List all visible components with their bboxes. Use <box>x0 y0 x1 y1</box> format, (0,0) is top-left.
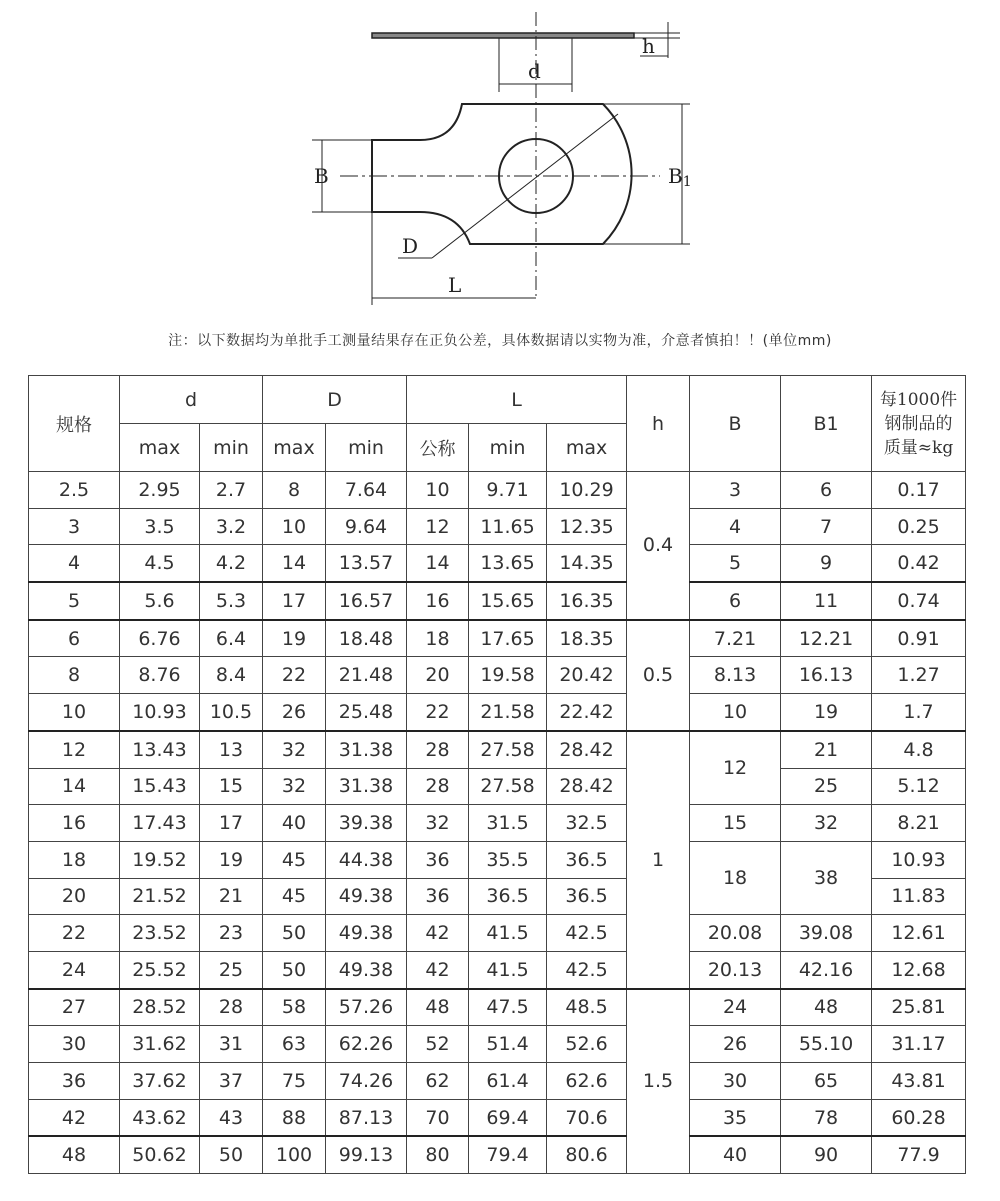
cell-D-min: 16.57 <box>326 582 407 620</box>
cell-mass: 60.28 <box>872 1099 966 1136</box>
cell-spec: 22 <box>29 915 120 952</box>
cell-L-max: 42.5 <box>547 915 627 952</box>
cell-d-min: 10.5 <box>200 694 263 731</box>
cell-B: 20.13 <box>690 951 781 988</box>
cell-B1: 90 <box>781 1136 872 1173</box>
cell-L-min: 36.5 <box>469 878 547 915</box>
cell-L-nom: 28 <box>407 731 469 768</box>
cell-B: 15 <box>690 805 781 842</box>
cell-L-min: 21.58 <box>469 694 547 731</box>
cell-L-max: 14.35 <box>547 545 627 582</box>
cell-D-min: 57.26 <box>326 989 407 1026</box>
cell-L-max: 16.35 <box>547 582 627 620</box>
cell-d-min: 23 <box>200 915 263 952</box>
cell-L-nom: 20 <box>407 657 469 694</box>
cell-L-min: 41.5 <box>469 951 547 988</box>
d-diameter-line <box>432 114 618 258</box>
cell-h: 1.5 <box>627 989 690 1174</box>
cell-d-max: 10.93 <box>120 694 200 731</box>
cell-D-min: 25.48 <box>326 694 407 731</box>
cell-D-max: 8 <box>263 472 326 509</box>
table-row <box>29 657 966 694</box>
header-h: h <box>627 376 690 472</box>
cell-spec: 14 <box>29 768 120 805</box>
cell-D-max: 45 <box>263 878 326 915</box>
B1-dim-label: B1 <box>668 164 692 190</box>
cell-d-min: 6.4 <box>200 620 263 657</box>
cell-L-nom: 32 <box>407 805 469 842</box>
table-row <box>29 1099 966 1136</box>
header-L-max: max <box>547 424 627 472</box>
cell-D-min: 87.13 <box>326 1099 407 1136</box>
table-row <box>29 694 966 731</box>
L-dim-label: L <box>448 273 462 297</box>
cell-B1: 78 <box>781 1099 872 1136</box>
cell-mass: 5.12 <box>872 768 966 805</box>
cell-d-max: 15.43 <box>120 768 200 805</box>
cell-D-max: 45 <box>263 841 326 878</box>
cell-D-min: 18.48 <box>326 620 407 657</box>
cell-L-max: 36.5 <box>547 841 627 878</box>
header-L-nominal: 公称 <box>407 424 469 472</box>
cell-spec: 5 <box>29 582 120 620</box>
cell-mass: 0.74 <box>872 582 966 620</box>
cell-B: 3 <box>690 472 781 509</box>
cell-spec: 10 <box>29 694 120 731</box>
cell-L-min: 15.65 <box>469 582 547 620</box>
cell-B: 35 <box>690 1099 781 1136</box>
cell-h: 0.5 <box>627 620 690 731</box>
header-B1: B1 <box>781 376 872 472</box>
cell-mass: 0.17 <box>872 472 966 509</box>
cell-D-max: 17 <box>263 582 326 620</box>
cell-L-nom: 22 <box>407 694 469 731</box>
table-row <box>29 989 966 1026</box>
cell-L-nom: 28 <box>407 768 469 805</box>
cell-D-min: 49.38 <box>326 878 407 915</box>
cell-B: 30 <box>690 1063 781 1100</box>
cell-L-max: 42.5 <box>547 951 627 988</box>
cell-spec: 2.5 <box>29 472 120 509</box>
cell-spec: 24 <box>29 951 120 988</box>
table-row <box>29 1026 966 1063</box>
cell-L-max: 12.35 <box>547 508 627 545</box>
cell-B1: 19 <box>781 694 872 731</box>
cell-mass: 10.93 <box>872 841 966 878</box>
cell-B1: 9 <box>781 545 872 582</box>
cell-B: 12 <box>690 731 781 805</box>
table-row <box>29 805 966 842</box>
cell-L-nom: 36 <box>407 878 469 915</box>
cell-D-min: 31.38 <box>326 768 407 805</box>
cell-d-max: 23.52 <box>120 915 200 952</box>
cell-D-max: 32 <box>263 768 326 805</box>
header-mass-line3: 质量≈kg <box>883 437 954 458</box>
cell-L-max: 28.42 <box>547 731 627 768</box>
cell-L-max: 70.6 <box>547 1099 627 1136</box>
cell-B: 26 <box>690 1026 781 1063</box>
cell-D-max: 10 <box>263 508 326 545</box>
cell-h: 1 <box>627 731 690 989</box>
cell-spec: 20 <box>29 878 120 915</box>
cell-D-max: 50 <box>263 915 326 952</box>
cell-d-min: 28 <box>200 989 263 1026</box>
cell-L-nom: 12 <box>407 508 469 545</box>
cell-mass: 25.81 <box>872 989 966 1026</box>
header-L-min: min <box>469 424 547 472</box>
cell-D-min: 31.38 <box>326 731 407 768</box>
cell-L-nom: 52 <box>407 1026 469 1063</box>
cell-D-min: 13.57 <box>326 545 407 582</box>
cell-d-max: 50.62 <box>120 1136 200 1173</box>
cell-B1: 6 <box>781 472 872 509</box>
cell-L-nom: 16 <box>407 582 469 620</box>
cell-d-max: 21.52 <box>120 878 200 915</box>
cell-mass: 1.7 <box>872 694 966 731</box>
cell-D-max: 22 <box>263 657 326 694</box>
table-row <box>29 472 966 509</box>
cell-L-nom: 62 <box>407 1063 469 1100</box>
cell-B: 6 <box>690 582 781 620</box>
cell-L-min: 9.71 <box>469 472 547 509</box>
header-spec: 规格 <box>29 376 120 472</box>
cell-L-nom: 14 <box>407 545 469 582</box>
cell-D-min: 49.38 <box>326 951 407 988</box>
cell-L-nom: 70 <box>407 1099 469 1136</box>
cell-L-nom: 18 <box>407 620 469 657</box>
cell-spec: 48 <box>29 1136 120 1173</box>
cell-B: 7.21 <box>690 620 781 657</box>
cell-d-min: 25 <box>200 951 263 988</box>
cell-d-min: 21 <box>200 878 263 915</box>
measurement-note: 注：以下数据均为单批手工测量结果存在正负公差，具体数据请以实物为准，介意者慎拍！！(单位mm) <box>168 333 832 349</box>
cell-D-min: 49.38 <box>326 915 407 952</box>
cell-B1: 12.21 <box>781 620 872 657</box>
cell-spec: 6 <box>29 620 120 657</box>
header-mass-line1: 每1000件 <box>879 389 958 410</box>
cell-D-min: 44.38 <box>326 841 407 878</box>
cell-D-min: 39.38 <box>326 805 407 842</box>
cell-B: 5 <box>690 545 781 582</box>
cell-mass: 0.91 <box>872 620 966 657</box>
cell-d-min: 17 <box>200 805 263 842</box>
table-row <box>29 545 966 582</box>
cell-mass: 12.68 <box>872 951 966 988</box>
cell-mass: 0.25 <box>872 508 966 545</box>
cell-L-min: 11.65 <box>469 508 547 545</box>
header-mass <box>872 376 966 472</box>
washer-outline <box>372 104 632 244</box>
cell-D-min: 99.13 <box>326 1136 407 1173</box>
cell-spec: 12 <box>29 731 120 768</box>
D-dim-label: D <box>402 234 419 258</box>
cell-d-max: 4.5 <box>120 545 200 582</box>
cell-D-min: 62.26 <box>326 1026 407 1063</box>
cell-B1: 11 <box>781 582 872 620</box>
cell-d-min: 19 <box>200 841 263 878</box>
cell-B1: 32 <box>781 805 872 842</box>
cell-d-max: 6.76 <box>120 620 200 657</box>
cell-d-max: 37.62 <box>120 1063 200 1100</box>
header-D-min: min <box>326 424 407 472</box>
header-L: L <box>407 376 627 424</box>
cell-mass: 43.81 <box>872 1063 966 1100</box>
cell-d-min: 43 <box>200 1099 263 1136</box>
cell-mass: 11.83 <box>872 878 966 915</box>
cell-mass: 77.9 <box>872 1136 966 1173</box>
cell-D-max: 58 <box>263 989 326 1026</box>
specification-table-body <box>29 472 966 1174</box>
cell-mass: 4.8 <box>872 731 966 768</box>
cell-L-min: 79.4 <box>469 1136 547 1173</box>
cell-D-min: 21.48 <box>326 657 407 694</box>
header-mass-line2: 钢制品的 <box>884 413 953 434</box>
table-row <box>29 951 966 988</box>
table-row <box>29 582 966 620</box>
table-row <box>29 915 966 952</box>
table-row <box>29 620 966 657</box>
washer-drawing-svg <box>0 0 1000 320</box>
cell-D-max: 32 <box>263 731 326 768</box>
cell-mass: 31.17 <box>872 1026 966 1063</box>
cell-d-max: 28.52 <box>120 989 200 1026</box>
table-row <box>29 508 966 545</box>
cell-L-max: 36.5 <box>547 878 627 915</box>
cell-B1: 25 <box>781 768 872 805</box>
cell-L-min: 51.4 <box>469 1026 547 1063</box>
cell-L-nom: 48 <box>407 989 469 1026</box>
cell-L-min: 31.5 <box>469 805 547 842</box>
cell-spec: 16 <box>29 805 120 842</box>
cell-d-min: 5.3 <box>200 582 263 620</box>
cell-L-nom: 42 <box>407 951 469 988</box>
cell-D-max: 75 <box>263 1063 326 1100</box>
table-row <box>29 841 966 878</box>
cell-d-min: 2.7 <box>200 472 263 509</box>
cell-d-max: 13.43 <box>120 731 200 768</box>
cell-L-max: 62.6 <box>547 1063 627 1100</box>
cell-L-min: 27.58 <box>469 731 547 768</box>
cell-d-min: 15 <box>200 768 263 805</box>
cell-d-min: 4.2 <box>200 545 263 582</box>
cell-d-max: 25.52 <box>120 951 200 988</box>
cell-d-min: 50 <box>200 1136 263 1173</box>
cell-B: 4 <box>690 508 781 545</box>
header-d: d <box>120 376 263 424</box>
cell-D-min: 7.64 <box>326 472 407 509</box>
cell-B1: 21 <box>781 731 872 768</box>
cell-d-max: 5.6 <box>120 582 200 620</box>
cell-L-min: 47.5 <box>469 989 547 1026</box>
table-row <box>29 1063 966 1100</box>
cell-L-nom: 36 <box>407 841 469 878</box>
cell-B: 8.13 <box>690 657 781 694</box>
cell-L-max: 32.5 <box>547 805 627 842</box>
cell-d-min: 8.4 <box>200 657 263 694</box>
cell-spec: 42 <box>29 1099 120 1136</box>
cell-spec: 4 <box>29 545 120 582</box>
table-row <box>29 768 966 805</box>
cell-spec: 36 <box>29 1063 120 1100</box>
cell-D-max: 88 <box>263 1099 326 1136</box>
cell-B: 18 <box>690 841 781 914</box>
cell-D-max: 14 <box>263 545 326 582</box>
cell-B1: 55.10 <box>781 1026 872 1063</box>
cell-L-max: 22.42 <box>547 694 627 731</box>
cell-B1: 7 <box>781 508 872 545</box>
header-d-max: max <box>120 424 200 472</box>
cell-L-min: 41.5 <box>469 915 547 952</box>
cell-L-max: 80.6 <box>547 1136 627 1173</box>
cell-B1: 16.13 <box>781 657 872 694</box>
cell-L-min: 69.4 <box>469 1099 547 1136</box>
cell-d-min: 3.2 <box>200 508 263 545</box>
cell-spec: 30 <box>29 1026 120 1063</box>
cell-D-max: 63 <box>263 1026 326 1063</box>
cell-B: 10 <box>690 694 781 731</box>
cell-L-nom: 42 <box>407 915 469 952</box>
cell-spec: 3 <box>29 508 120 545</box>
header-d-min: min <box>200 424 263 472</box>
cell-mass: 1.27 <box>872 657 966 694</box>
cell-d-max: 31.62 <box>120 1026 200 1063</box>
cell-L-min: 61.4 <box>469 1063 547 1100</box>
cell-B1: 48 <box>781 989 872 1026</box>
cell-spec: 18 <box>29 841 120 878</box>
cell-L-min: 27.58 <box>469 768 547 805</box>
cell-L-min: 17.65 <box>469 620 547 657</box>
cell-B1: 39.08 <box>781 915 872 952</box>
cell-d-max: 17.43 <box>120 805 200 842</box>
cell-L-min: 13.65 <box>469 545 547 582</box>
cell-B1: 38 <box>781 841 872 914</box>
table-row <box>29 731 966 768</box>
cell-L-max: 18.35 <box>547 620 627 657</box>
specification-table <box>28 375 966 1174</box>
cell-D-min: 9.64 <box>326 508 407 545</box>
washer-side-view <box>372 33 634 38</box>
cell-h: 0.4 <box>627 472 690 620</box>
cell-d-max: 3.5 <box>120 508 200 545</box>
cell-d-max: 2.95 <box>120 472 200 509</box>
cell-D-min: 74.26 <box>326 1063 407 1100</box>
cell-mass: 12.61 <box>872 915 966 952</box>
cell-L-max: 10.29 <box>547 472 627 509</box>
cell-d-max: 43.62 <box>120 1099 200 1136</box>
header-B: B <box>690 376 781 472</box>
cell-L-nom: 80 <box>407 1136 469 1173</box>
cell-L-min: 19.58 <box>469 657 547 694</box>
header-D-max: max <box>263 424 326 472</box>
h-dim-label: h <box>642 34 655 58</box>
cell-B1: 42.16 <box>781 951 872 988</box>
cell-D-max: 50 <box>263 951 326 988</box>
cell-spec: 27 <box>29 989 120 1026</box>
cell-mass: 0.42 <box>872 545 966 582</box>
cell-d-min: 13 <box>200 731 263 768</box>
cell-D-max: 100 <box>263 1136 326 1173</box>
cell-B: 40 <box>690 1136 781 1173</box>
cell-L-max: 20.42 <box>547 657 627 694</box>
cell-mass: 8.21 <box>872 805 966 842</box>
header-D: D <box>263 376 407 424</box>
cell-d-max: 8.76 <box>120 657 200 694</box>
cell-d-min: 37 <box>200 1063 263 1100</box>
d-dim-label: d <box>528 59 541 83</box>
cell-D-max: 26 <box>263 694 326 731</box>
cell-L-max: 28.42 <box>547 768 627 805</box>
washer-technical-drawing <box>0 0 1000 320</box>
cell-B: 24 <box>690 989 781 1026</box>
B-dim-label: B <box>314 164 329 188</box>
cell-L-max: 52.6 <box>547 1026 627 1063</box>
cell-B: 20.08 <box>690 915 781 952</box>
cell-d-max: 19.52 <box>120 841 200 878</box>
cell-L-nom: 10 <box>407 472 469 509</box>
cell-D-max: 40 <box>263 805 326 842</box>
cell-L-min: 35.5 <box>469 841 547 878</box>
cell-L-max: 48.5 <box>547 989 627 1026</box>
cell-d-min: 31 <box>200 1026 263 1063</box>
table-row <box>29 1136 966 1173</box>
cell-D-max: 19 <box>263 620 326 657</box>
cell-spec: 8 <box>29 657 120 694</box>
cell-B1: 65 <box>781 1063 872 1100</box>
